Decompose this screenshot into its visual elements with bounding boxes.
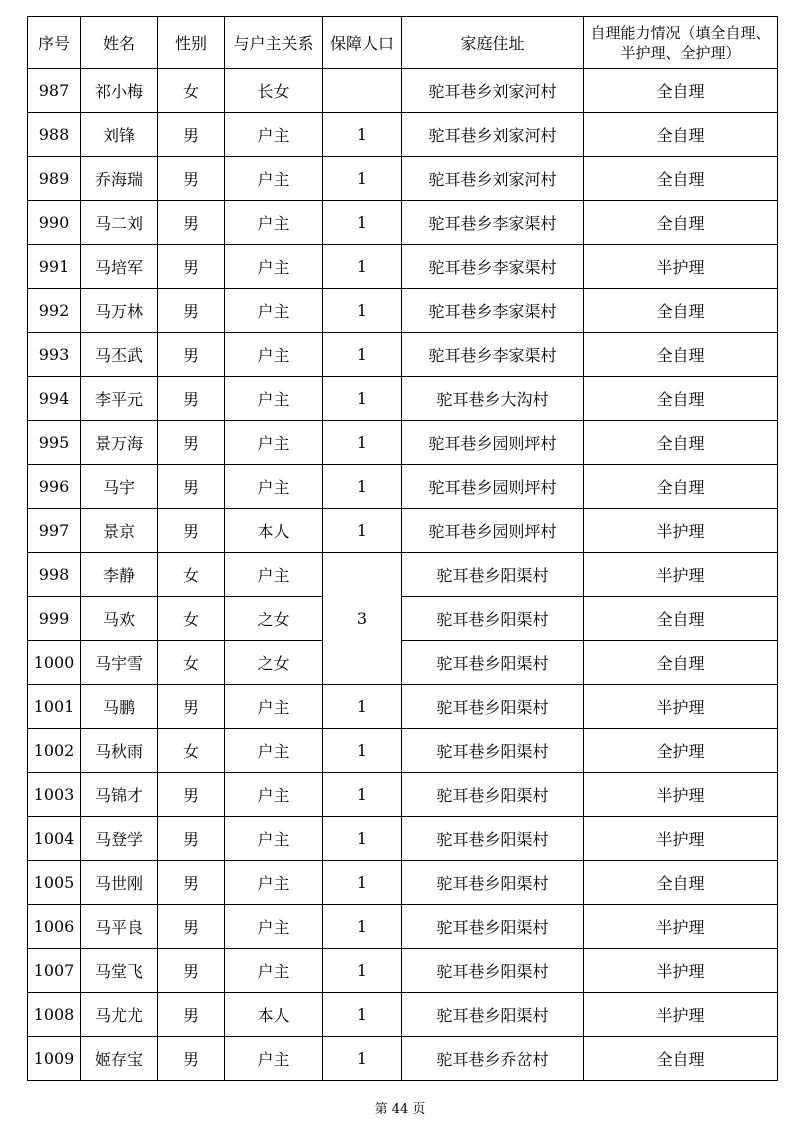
cell-seq: 990 — [28, 201, 81, 245]
cell-insured: 1 — [323, 333, 402, 377]
cell-selfcare: 半护理 — [584, 949, 778, 993]
cell-name: 李平元 — [81, 377, 158, 421]
cell-relation: 户主 — [225, 817, 323, 861]
cell-name: 祁小梅 — [81, 69, 158, 113]
cell-name: 马尤尤 — [81, 993, 158, 1037]
cell-relation: 户主 — [225, 949, 323, 993]
cell-insured: 1 — [323, 113, 402, 157]
cell-selfcare: 全自理 — [584, 377, 778, 421]
cell-selfcare: 半护理 — [584, 817, 778, 861]
cell-relation: 户主 — [225, 465, 323, 509]
table-row — [28, 113, 778, 157]
cell-gender: 男 — [158, 289, 225, 333]
cell-seq: 988 — [28, 113, 81, 157]
cell-name: 马锦才 — [81, 773, 158, 817]
cell-relation: 户主 — [225, 245, 323, 289]
cell-relation: 户主 — [225, 201, 323, 245]
cell-seq: 1008 — [28, 993, 81, 1037]
table-row — [28, 465, 778, 509]
table-row — [28, 157, 778, 201]
cell-seq: 994 — [28, 377, 81, 421]
table-row — [28, 729, 778, 773]
cell-address: 驼耳巷乡阳渠村 — [402, 949, 584, 993]
cell-name: 刘锋 — [81, 113, 158, 157]
cell-relation: 长女 — [225, 69, 323, 113]
cell-seq: 1009 — [28, 1037, 81, 1081]
cell-gender: 男 — [158, 377, 225, 421]
table-row — [28, 773, 778, 817]
cell-gender: 男 — [158, 1037, 225, 1081]
cell-name: 姬存宝 — [81, 1037, 158, 1081]
cell-name: 马秋雨 — [81, 729, 158, 773]
cell-address: 驼耳巷乡阳渠村 — [402, 729, 584, 773]
cell-address: 驼耳巷乡大沟村 — [402, 377, 584, 421]
cell-address: 驼耳巷乡阳渠村 — [402, 905, 584, 949]
cell-address: 驼耳巷乡乔岔村 — [402, 1037, 584, 1081]
cell-address: 驼耳巷乡李家渠村 — [402, 333, 584, 377]
cell-relation: 户主 — [225, 113, 323, 157]
cell-address: 驼耳巷乡李家渠村 — [402, 201, 584, 245]
cell-gender: 男 — [158, 685, 225, 729]
cell-gender: 男 — [158, 157, 225, 201]
cell-selfcare: 全自理 — [584, 1037, 778, 1081]
cell-seq: 1004 — [28, 817, 81, 861]
cell-seq: 996 — [28, 465, 81, 509]
cell-relation: 户主 — [225, 421, 323, 465]
cell-relation: 户主 — [225, 1037, 323, 1081]
cell-insured: 1 — [323, 245, 402, 289]
cell-gender: 女 — [158, 69, 225, 113]
cell-insured: 1 — [323, 949, 402, 993]
cell-gender: 男 — [158, 949, 225, 993]
cell-relation: 本人 — [225, 993, 323, 1037]
cell-relation: 户主 — [225, 553, 323, 597]
cell-selfcare: 半护理 — [584, 245, 778, 289]
cell-name: 马平良 — [81, 905, 158, 949]
cell-seq: 1000 — [28, 641, 81, 685]
cell-insured: 1 — [323, 905, 402, 949]
cell-insured: 1 — [323, 509, 402, 553]
cell-gender: 女 — [158, 597, 225, 641]
cell-seq: 995 — [28, 421, 81, 465]
cell-relation: 户主 — [225, 157, 323, 201]
cell-relation: 之女 — [225, 597, 323, 641]
table-row — [28, 1037, 778, 1081]
cell-seq: 1002 — [28, 729, 81, 773]
cell-name: 乔海瑞 — [81, 157, 158, 201]
cell-relation: 户主 — [225, 685, 323, 729]
table-row — [28, 377, 778, 421]
cell-gender: 男 — [158, 465, 225, 509]
table-row — [28, 553, 778, 597]
cell-address: 驼耳巷乡园则坪村 — [402, 465, 584, 509]
table-row — [28, 597, 778, 641]
header-gender: 性别 — [158, 17, 225, 69]
cell-seq: 991 — [28, 245, 81, 289]
table-row — [28, 905, 778, 949]
cell-relation: 之女 — [225, 641, 323, 685]
cell-insured: 1 — [323, 817, 402, 861]
cell-selfcare: 半护理 — [584, 685, 778, 729]
cell-address: 驼耳巷乡园则坪村 — [402, 421, 584, 465]
cell-address: 驼耳巷乡刘家河村 — [402, 113, 584, 157]
cell-name: 马二刘 — [81, 201, 158, 245]
header-selfcare: 自理能力情况（填全自理、半护理、全护理） — [584, 17, 778, 69]
cell-address: 驼耳巷乡阳渠村 — [402, 861, 584, 905]
cell-selfcare: 半护理 — [584, 553, 778, 597]
table-row — [28, 421, 778, 465]
cell-selfcare: 全自理 — [584, 641, 778, 685]
table-row — [28, 641, 778, 685]
cell-name: 景京 — [81, 509, 158, 553]
cell-address: 驼耳巷乡阳渠村 — [402, 597, 584, 641]
cell-selfcare: 半护理 — [584, 773, 778, 817]
cell-gender: 女 — [158, 641, 225, 685]
cell-seq: 1006 — [28, 905, 81, 949]
cell-selfcare: 全自理 — [584, 465, 778, 509]
cell-insured: 1 — [323, 1037, 402, 1081]
cell-seq: 987 — [28, 69, 81, 113]
table-row — [28, 949, 778, 993]
table-header-row — [28, 17, 778, 69]
cell-gender: 男 — [158, 993, 225, 1037]
cell-address: 驼耳巷乡园则坪村 — [402, 509, 584, 553]
cell-name: 马鹏 — [81, 685, 158, 729]
header-address: 家庭住址 — [402, 17, 584, 69]
table-row — [28, 685, 778, 729]
cell-name: 马世刚 — [81, 861, 158, 905]
cell-relation: 户主 — [225, 905, 323, 949]
cell-seq: 993 — [28, 333, 81, 377]
cell-relation: 户主 — [225, 289, 323, 333]
table-row — [28, 993, 778, 1037]
cell-gender: 男 — [158, 509, 225, 553]
cell-relation: 户主 — [225, 377, 323, 421]
header-insured: 保障人口 — [323, 17, 402, 69]
cell-name: 马登学 — [81, 817, 158, 861]
cell-selfcare: 半护理 — [584, 509, 778, 553]
cell-name: 马丕武 — [81, 333, 158, 377]
cell-name: 马培军 — [81, 245, 158, 289]
cell-seq: 1007 — [28, 949, 81, 993]
cell-seq: 997 — [28, 509, 81, 553]
cell-gender: 女 — [158, 729, 225, 773]
table-row — [28, 245, 778, 289]
cell-address: 驼耳巷乡阳渠村 — [402, 773, 584, 817]
table-row — [28, 509, 778, 553]
cell-seq: 989 — [28, 157, 81, 201]
cell-relation: 户主 — [225, 861, 323, 905]
table-row — [28, 333, 778, 377]
cell-selfcare: 全护理 — [584, 729, 778, 773]
cell-insured: 1 — [323, 729, 402, 773]
page-number: 第 44 页 — [374, 1102, 426, 1117]
header-relation: 与户主关系 — [225, 17, 323, 69]
cell-address: 驼耳巷乡刘家河村 — [402, 69, 584, 113]
cell-seq: 1005 — [28, 861, 81, 905]
cell-insured: 1 — [323, 377, 402, 421]
cell-selfcare: 全自理 — [584, 289, 778, 333]
cell-insured: 1 — [323, 993, 402, 1037]
cell-insured: 1 — [323, 201, 402, 245]
cell-gender: 男 — [158, 861, 225, 905]
cell-gender: 男 — [158, 245, 225, 289]
cell-insured: 1 — [323, 421, 402, 465]
cell-seq: 992 — [28, 289, 81, 333]
cell-address: 驼耳巷乡李家渠村 — [402, 245, 584, 289]
cell-gender: 男 — [158, 905, 225, 949]
cell-address: 驼耳巷乡阳渠村 — [402, 685, 584, 729]
cell-gender: 男 — [158, 333, 225, 377]
cell-name: 李静 — [81, 553, 158, 597]
cell-gender: 男 — [158, 113, 225, 157]
cell-selfcare: 全自理 — [584, 201, 778, 245]
cell-address: 驼耳巷乡阳渠村 — [402, 641, 584, 685]
roster-table — [27, 16, 778, 1081]
cell-seq: 999 — [28, 597, 81, 641]
cell-selfcare: 全自理 — [584, 69, 778, 113]
header-seq: 序号 — [28, 17, 81, 69]
cell-gender: 女 — [158, 553, 225, 597]
cell-seq: 998 — [28, 553, 81, 597]
cell-name: 景万海 — [81, 421, 158, 465]
cell-seq: 1001 — [28, 685, 81, 729]
cell-insured: 1 — [323, 289, 402, 333]
cell-relation: 户主 — [225, 333, 323, 377]
table-row — [28, 289, 778, 333]
cell-address: 驼耳巷乡阳渠村 — [402, 993, 584, 1037]
cell-gender: 男 — [158, 421, 225, 465]
cell-name: 马宇 — [81, 465, 158, 509]
table-body — [28, 69, 778, 1081]
cell-gender: 男 — [158, 201, 225, 245]
cell-relation: 户主 — [225, 773, 323, 817]
cell-insured: 1 — [323, 773, 402, 817]
cell-name: 马宇雪 — [81, 641, 158, 685]
cell-insured: 3 — [323, 553, 402, 685]
cell-selfcare: 半护理 — [584, 993, 778, 1037]
header-name: 姓名 — [81, 17, 158, 69]
cell-relation: 户主 — [225, 729, 323, 773]
table-row — [28, 861, 778, 905]
cell-selfcare: 全自理 — [584, 597, 778, 641]
cell-insured: 1 — [323, 685, 402, 729]
cell-gender: 男 — [158, 817, 225, 861]
cell-name: 马欢 — [81, 597, 158, 641]
cell-gender: 男 — [158, 773, 225, 817]
cell-name: 马万林 — [81, 289, 158, 333]
table-row — [28, 817, 778, 861]
cell-address: 驼耳巷乡阳渠村 — [402, 817, 584, 861]
cell-insured — [323, 69, 402, 113]
cell-address: 驼耳巷乡李家渠村 — [402, 289, 584, 333]
cell-insured: 1 — [323, 465, 402, 509]
table-row — [28, 69, 778, 113]
table-row — [28, 201, 778, 245]
cell-relation: 本人 — [225, 509, 323, 553]
cell-selfcare: 全自理 — [584, 861, 778, 905]
cell-selfcare: 全自理 — [584, 157, 778, 201]
cell-address: 驼耳巷乡阳渠村 — [402, 553, 584, 597]
cell-selfcare: 全自理 — [584, 333, 778, 377]
cell-insured: 1 — [323, 861, 402, 905]
cell-selfcare: 半护理 — [584, 905, 778, 949]
cell-insured: 1 — [323, 157, 402, 201]
cell-address: 驼耳巷乡刘家河村 — [402, 157, 584, 201]
cell-selfcare: 全自理 — [584, 421, 778, 465]
cell-selfcare: 全自理 — [584, 113, 778, 157]
cell-seq: 1003 — [28, 773, 81, 817]
cell-name: 马堂飞 — [81, 949, 158, 993]
